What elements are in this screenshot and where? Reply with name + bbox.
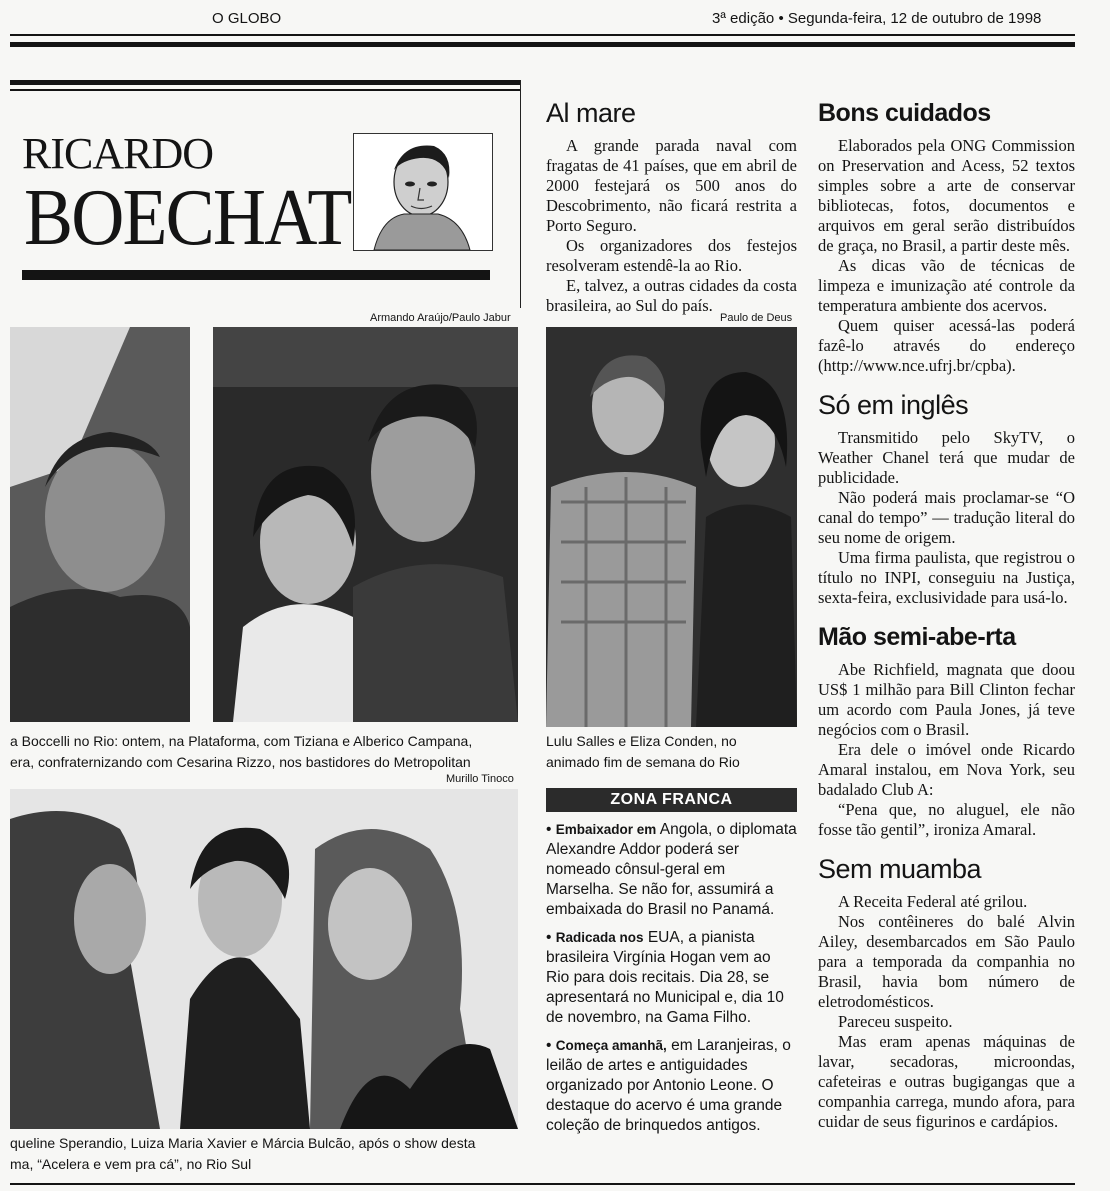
photo-boccelli-left	[10, 327, 190, 722]
article-so-em-ingles-para: Não poderá mais proclamar-se “O canal do tempo” — tradução literal do seu nome de origem.	[818, 488, 1075, 547]
article-so-em-ingles-para: Transmitido pelo SkyTV, o Weather Chanel terá que mudar de publicidade.	[818, 428, 1075, 487]
article-bons-cuidados-para: Quem quiser acessá-las poderá fazê-lo através do endereço (http://www.nce.ufrj.br/cpba).	[818, 316, 1075, 375]
zona-franca-item	[546, 1036, 797, 1136]
caption-lulu-line-1: Lulu Salles e Eliza Conden, no	[546, 733, 737, 749]
photo-lulu-eliza-image	[546, 327, 797, 727]
bullet-icon: •	[546, 929, 556, 946]
caption-sperandio	[10, 1133, 520, 1175]
photo-lulu-eliza	[546, 327, 797, 727]
photo-credit-bottom-left: Murillo Tinoco	[446, 773, 514, 785]
caption-sperandio-line-1: queline Sperandio, Luiza Maria Xavier e Márcia Bulcão, após o show desta	[10, 1135, 476, 1151]
article-so-em-ingles-body	[818, 428, 1075, 608]
caption-boccelli-line-1: a Boccelli no Rio: ontem, na Plataforma, com Tiziana e Alberico Campana,	[10, 733, 473, 749]
article-al-mare-para: A grande parada naval com fragatas de 41 países, que em abril de 2000 festejará os 500 anos do Descobrimento, não ficará restrita a Porto Seguro.	[546, 136, 797, 235]
caption-boccelli-line-2: era, confraternizando com Cesarina Rizzo, nos bastidores do Metropolitan	[10, 754, 471, 770]
photo-credit-top-right: Paulo de Deus	[720, 312, 793, 324]
article-sem-muamba-body	[818, 892, 1075, 1132]
article-al-mare-title: Al mare	[546, 98, 636, 128]
page-bottom-rule	[10, 1183, 1075, 1185]
caption-lulu-line-2: animado fim de semana do Rio	[546, 754, 740, 770]
article-mao-semi-aberta-para: “Pena que, no aluguel, ele não fosse tão gentil”, ironiza Amaral.	[818, 800, 1075, 839]
article-al-mare-body	[546, 136, 797, 316]
photo-credit-top-left: Armando Araújo/Paulo Jabur	[370, 312, 511, 324]
author-last-name: BOECHAT	[24, 174, 351, 262]
zona-franca-item-text: Angola, o diplomata Alexandre Addor poderá ser nomeado cônsul-geral em Marselha. Se não for, assumirá a embaixada do Brasil no Panamá.	[546, 821, 797, 918]
zona-franca-item-lead: Embaixador em	[555, 822, 657, 837]
caption-boccelli	[10, 731, 520, 773]
article-bons-cuidados-para: Elaborados pela ONG Commission on Preservation and Acess, 52 textos simples sobre a arte de conservar bibliotecas, fotos, documentos e arquivos em geral serão distribuídos de graça, no Brasil, a partir deste mês.	[818, 136, 1075, 255]
bullet-icon: •	[546, 821, 556, 838]
photo-boccelli-left-image	[10, 327, 190, 722]
photo-boccelli-right-image	[213, 327, 518, 722]
zona-franca-item-text: em Laranjeiras, o leilão de artes e antiguidades organizado por Antonio Leone. O destaque do acervo é uma grande coleção de brinquedos antigos.	[546, 1037, 791, 1134]
edition-line	[712, 10, 1041, 27]
author-first-name: RICARDO	[22, 129, 214, 178]
zona-franca-item-lead: Radicada nos	[555, 930, 644, 945]
caption-lulu	[546, 731, 798, 773]
article-bons-cuidados-para: As dicas vão de técnicas de limpeza e imunização até controle da temperatura ambiente dos acervos.	[818, 256, 1075, 315]
header-top-rule	[10, 80, 520, 85]
article-mao-semi-aberta-body	[818, 660, 1075, 840]
right-column	[818, 98, 1075, 1132]
paper-name: O GLOBO	[212, 10, 282, 27]
caption-sperandio-line-2: ma, “Acelera e vem pra cá”, no Rio Sul	[10, 1156, 252, 1172]
zona-franca-item	[546, 820, 797, 920]
issue-date: Segunda-feira, 12 de outubro de 1998	[787, 10, 1042, 27]
photo-boccelli-right	[213, 327, 518, 722]
bullet-icon: •	[546, 1037, 556, 1054]
column-header	[10, 80, 521, 308]
article-bons-cuidados-body	[818, 136, 1075, 376]
article-so-em-ingles-title: Só em inglês	[818, 390, 969, 420]
article-mao-semi-aberta-para: Era dele o imóvel onde Ricardo Amaral instalou, em Nova York, seu badalado Club A:	[818, 740, 1075, 799]
article-al-mare-para: E, talvez, a outras cidades da costa brasileira, ao Sul do país.	[546, 276, 797, 315]
photo-sperandio-xavier-bulcao	[10, 789, 518, 1129]
article-mao-semi-aberta-para: Abe Richfield, magnata que doou US$ 1 milhão para Bill Clinton fechar um acordo com Paula Jones, já teve negócios com o Brasil.	[818, 660, 1075, 739]
article-so-em-ingles	[818, 390, 1075, 608]
portrait-illustration	[354, 134, 492, 250]
article-sem-muamba-title: Sem muamba	[818, 854, 982, 884]
article-al-mare	[546, 98, 797, 316]
article-mao-semi-aberta	[818, 622, 1075, 840]
bullet-separator: •	[778, 10, 788, 27]
article-sem-muamba	[818, 854, 1075, 1132]
zona-franca-section	[546, 788, 797, 1144]
masthead-rule-thin	[10, 34, 1075, 36]
header-top-rule-2	[10, 89, 520, 91]
article-bons-cuidados	[818, 98, 1075, 376]
article-al-mare-para: Os organizadores dos festejos resolveram estendê-la ao Rio.	[546, 236, 797, 275]
zona-franca-item	[546, 928, 797, 1028]
article-sem-muamba-para: Pareceu suspeito.	[838, 1012, 953, 1031]
edition: 3ª edição	[712, 10, 775, 27]
article-so-em-ingles-para: Uma firma paulista, que registrou o título no INPI, conseguiu na Justiça, sexta-feira, exclusividade para usá-lo.	[818, 548, 1075, 607]
photo-sperandio-image	[10, 789, 518, 1129]
author-portrait	[353, 133, 493, 251]
zona-franca-title: ZONA FRANCA	[546, 788, 797, 812]
zona-franca-item-text: EUA, a pianista brasileira Virgínia Hogan vem ao Rio para dois recitais. Dia 28, se apresentará no Municipal e, dia 10 de novembro, na Gama Filho.	[546, 929, 784, 1026]
article-sem-muamba-para: A Receita Federal até grilou.	[838, 892, 1028, 911]
article-sem-muamba-para: Mas eram apenas máquinas de lavar, secadoras, microondas, cafeteiras e outras bugigangas que a companhia carrega, mundo afora, para cuidar de seus figurinos e cardápios.	[818, 1032, 1075, 1131]
article-mao-semi-aberta-title: Mão semi-abe-rta	[818, 623, 1016, 651]
zona-franca-item-lead: Começa amanhã,	[555, 1038, 667, 1053]
article-bons-cuidados-title: Bons cuidados	[818, 99, 991, 127]
article-sem-muamba-para: Nos contêineres do balé Alvin Ailey, desembarcados em São Paulo para a temporada da companhia no Brasil, havia bom número de eletrodomésticos.	[818, 912, 1075, 1011]
masthead-rule-thick	[10, 42, 1075, 47]
header-bottom-bar	[22, 270, 490, 280]
